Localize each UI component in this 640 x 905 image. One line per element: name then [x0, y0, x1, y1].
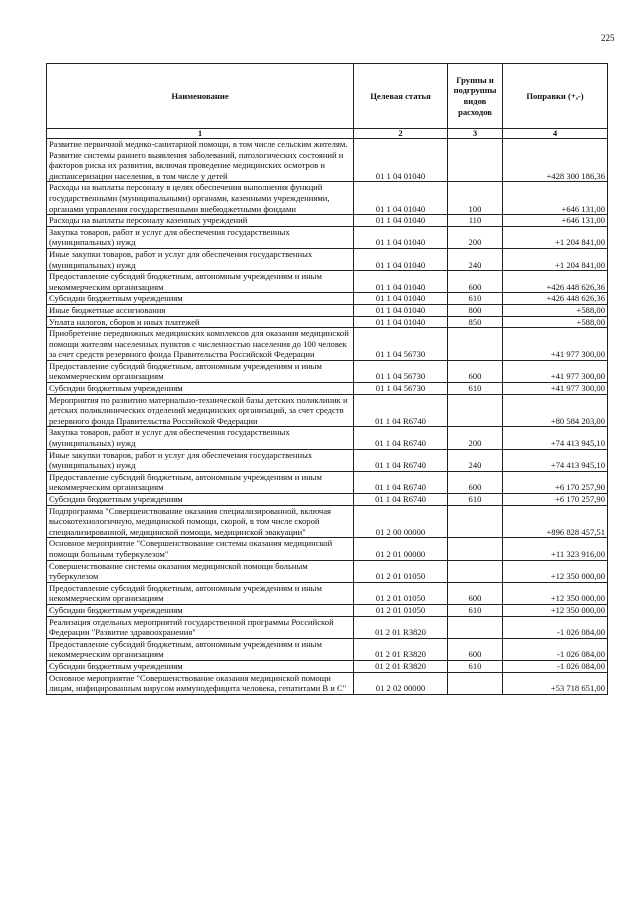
- row-code-cell: 01 2 00 00000: [354, 505, 448, 538]
- row-group-cell: 200: [448, 226, 503, 248]
- table-row: [47, 505, 608, 538]
- row-code-cell: 01 1 04 01040: [354, 271, 448, 293]
- row-group-cell: 240: [448, 449, 503, 471]
- row-group-cell: [448, 394, 503, 427]
- row-name-cell: Предоставление субсидий бюджетным, автономным учреждениям и иным некоммерческим организациям: [47, 471, 354, 493]
- header-group: Группы и подгруппы видов расходов: [448, 64, 503, 129]
- row-name-cell: Субсидии бюджетным учреждениям: [47, 604, 354, 616]
- row-amount-cell: +6 170 257,90: [503, 494, 608, 506]
- table-row: [47, 471, 608, 493]
- page-number: 225: [601, 33, 615, 43]
- row-code-cell: 01 2 01 00000: [354, 538, 448, 560]
- table-row: [47, 672, 608, 694]
- row-code-cell: 01 1 04 R6740: [354, 394, 448, 427]
- header-amount: Поправки (+,-): [503, 64, 608, 129]
- row-amount-cell: +12 350 000,00: [503, 582, 608, 604]
- row-group-cell: 850: [448, 316, 503, 328]
- row-group-cell: [448, 616, 503, 638]
- row-name-cell: Закупка товаров, работ и услуг для обеспечения государственных (муниципальных) нужд: [47, 427, 354, 449]
- row-code-cell: 01 1 04 01040: [354, 248, 448, 270]
- row-name-cell: Субсидии бюджетным учреждениям: [47, 293, 354, 305]
- row-group-cell: 610: [448, 293, 503, 305]
- row-code-cell: 01 1 04 01040: [354, 316, 448, 328]
- row-name-cell: Реализация отдельных мероприятий государственной программы Российской Федерации "Развитие здравоохранения": [47, 616, 354, 638]
- row-amount-cell: +646 131,00: [503, 182, 608, 215]
- row-name-cell: Иные закупки товаров, работ и услуг для обеспечения государственных (муниципальных) нужд: [47, 248, 354, 270]
- row-group-cell: 610: [448, 604, 503, 616]
- row-group-cell: [448, 328, 503, 361]
- row-name-cell: Субсидии бюджетным учреждениям: [47, 660, 354, 672]
- row-code-cell: 01 2 01 R3820: [354, 660, 448, 672]
- column-number: 2: [354, 129, 448, 139]
- row-name-cell: Приобретение передвижных медицинских комплексов для оказания медицинской помощи жителям населенных пунктов с численностью населения до 100 человек за счет средств резервного фонда Правительства Российской Федерации: [47, 328, 354, 361]
- row-amount-cell: +41 977 300,00: [503, 328, 608, 361]
- column-number: 4: [503, 129, 608, 139]
- row-amount-cell: +896 828 457,51: [503, 505, 608, 538]
- row-name-cell: Предоставление субсидий бюджетным, автономным учреждениям и иным некоммерческим организациям: [47, 638, 354, 660]
- row-amount-cell: -1 026 084,00: [503, 638, 608, 660]
- row-name-cell: Предоставление субсидий бюджетным, автономным учреждениям и иным некоммерческим организациям: [47, 582, 354, 604]
- table-row: [47, 182, 608, 215]
- row-amount-cell: +6 170 257,90: [503, 471, 608, 493]
- row-name-cell: Предоставление субсидий бюджетным, автономным учреждениям и иным некоммерческим организациям: [47, 271, 354, 293]
- row-amount-cell: +80 584 203,00: [503, 394, 608, 427]
- row-name-cell: Совершенствование системы оказания медицинской помощи больным туберкулезом: [47, 560, 354, 582]
- row-group-cell: [448, 560, 503, 582]
- row-code-cell: 01 1 04 01040: [354, 182, 448, 215]
- table-row: [47, 226, 608, 248]
- column-number-row: [47, 129, 608, 139]
- row-code-cell: 01 1 04 01040: [354, 226, 448, 248]
- row-name-cell: Расходы на выплаты персоналу казенных учреждений: [47, 215, 354, 227]
- table-row: [47, 560, 608, 582]
- row-code-cell: 01 1 04 56730: [354, 328, 448, 361]
- row-name-cell: Мероприятия по развитию материально-технической базы детских поликлиник и детских поликлинических отделений медицинских организаций, за счет средств резервного фонда Правительства Российской Федерации: [47, 394, 354, 427]
- row-name-cell: Предоставление субсидий бюджетным, автономным учреждениям и иным некоммерческим организациям: [47, 360, 354, 382]
- table-row: [47, 494, 608, 506]
- table-row: [47, 271, 608, 293]
- row-amount-cell: +588,00: [503, 316, 608, 328]
- table-row: [47, 328, 608, 361]
- row-code-cell: 01 1 04 R6740: [354, 449, 448, 471]
- row-amount-cell: -1 026 084,00: [503, 616, 608, 638]
- row-code-cell: 01 2 01 R3820: [354, 638, 448, 660]
- table-row: [47, 304, 608, 316]
- budget-amendments-table: [46, 63, 608, 695]
- row-amount-cell: +41 977 300,00: [503, 383, 608, 395]
- row-amount-cell: +11 323 916,00: [503, 538, 608, 560]
- row-code-cell: 01 2 01 01050: [354, 604, 448, 616]
- column-number: 3: [448, 129, 503, 139]
- row-amount-cell: +1 204 841,00: [503, 248, 608, 270]
- table-row: [47, 316, 608, 328]
- table-row: [47, 248, 608, 270]
- row-code-cell: 01 2 01 R3820: [354, 616, 448, 638]
- row-group-cell: 200: [448, 427, 503, 449]
- row-amount-cell: +428 300 186,36: [503, 139, 608, 182]
- row-name-cell: Субсидии бюджетным учреждениям: [47, 383, 354, 395]
- row-name-cell: Иные закупки товаров, работ и услуг для обеспечения государственных (муниципальных) нужд: [47, 449, 354, 471]
- row-name-cell: Расходы на выплаты персоналу в целях обеспечения выполнения функций государственными (муниципальными) органами, казенными учреждениями, органами управления государственными внебюджетными фондами: [47, 182, 354, 215]
- row-group-cell: 600: [448, 471, 503, 493]
- column-number: 1: [47, 129, 354, 139]
- header-code: Целевая статья: [354, 64, 448, 129]
- row-name-cell: Закупка товаров, работ и услуг для обеспечения государственных (муниципальных) нужд: [47, 226, 354, 248]
- row-amount-cell: +646 131,00: [503, 215, 608, 227]
- row-amount-cell: +1 204 841,00: [503, 226, 608, 248]
- row-group-cell: 600: [448, 638, 503, 660]
- row-name-cell: Основное мероприятие "Совершенствование системы оказания медицинской помощи больным туберкулезом": [47, 538, 354, 560]
- table-row: [47, 215, 608, 227]
- row-code-cell: 01 1 04 01040: [354, 293, 448, 305]
- table-row: [47, 616, 608, 638]
- row-name-cell: Уплата налогов, сборов и иных платежей: [47, 316, 354, 328]
- row-group-cell: 100: [448, 182, 503, 215]
- row-group-cell: [448, 139, 503, 182]
- table-row: [47, 604, 608, 616]
- row-code-cell: 01 1 04 R6740: [354, 494, 448, 506]
- row-amount-cell: +12 350 000,00: [503, 560, 608, 582]
- row-group-cell: 800: [448, 304, 503, 316]
- table-row: [47, 660, 608, 672]
- row-name-cell: Иные бюджетные ассигнования: [47, 304, 354, 316]
- row-amount-cell: +426 448 626,36: [503, 293, 608, 305]
- row-code-cell: 01 1 04 01040: [354, 304, 448, 316]
- row-group-cell: [448, 672, 503, 694]
- row-group-cell: 600: [448, 360, 503, 382]
- row-group-cell: [448, 505, 503, 538]
- row-group-cell: 600: [448, 582, 503, 604]
- row-group-cell: 240: [448, 248, 503, 270]
- row-amount-cell: +74 413 945,10: [503, 427, 608, 449]
- row-amount-cell: +53 718 651,00: [503, 672, 608, 694]
- row-code-cell: 01 1 04 56730: [354, 383, 448, 395]
- table-row: [47, 427, 608, 449]
- row-group-cell: 110: [448, 215, 503, 227]
- row-name-cell: Подпрограмма "Совершенствование оказания специализированной, включая высокотехнологичную, медицинской помощи, скорой, в том числе скорой специализированной, медицинской помощи, медицинской эвакуации": [47, 505, 354, 538]
- header-row: [47, 64, 608, 129]
- table-row: [47, 360, 608, 382]
- row-code-cell: 01 2 02 00000: [354, 672, 448, 694]
- table-row: [47, 394, 608, 427]
- row-group-cell: 610: [448, 660, 503, 672]
- row-code-cell: 01 2 01 01050: [354, 560, 448, 582]
- row-code-cell: 01 1 04 56730: [354, 360, 448, 382]
- row-name-cell: Субсидии бюджетным учреждениям: [47, 494, 354, 506]
- row-name-cell: Основное мероприятие "Совершенствование оказания медицинской помощи лицам, инфицированным вирусом иммунодефицита человека, гепатитами В и С": [47, 672, 354, 694]
- row-group-cell: 610: [448, 494, 503, 506]
- row-group-cell: 610: [448, 383, 503, 395]
- row-code-cell: 01 1 04 01040: [354, 215, 448, 227]
- table-row: [47, 293, 608, 305]
- row-amount-cell: +12 350 000,00: [503, 604, 608, 616]
- table-row: [47, 638, 608, 660]
- row-code-cell: 01 1 04 R6740: [354, 471, 448, 493]
- row-amount-cell: -1 026 084,00: [503, 660, 608, 672]
- row-amount-cell: +426 448 626,36: [503, 271, 608, 293]
- header-name: Наименование: [47, 64, 354, 129]
- row-name-cell: Развитие первичной медико-санитарной помощи, в том числе сельским жителям. Развитие системы раннего выявления заболеваний, патологических состояний и факторов риска их развития, включая проведение медицинских осмотров и диспансеризации населения, в том числе у детей: [47, 139, 354, 182]
- table-row: [47, 139, 608, 182]
- table-row: [47, 383, 608, 395]
- table-row: [47, 538, 608, 560]
- row-code-cell: 01 2 01 01050: [354, 582, 448, 604]
- table-row: [47, 449, 608, 471]
- row-code-cell: 01 1 04 01040: [354, 139, 448, 182]
- row-amount-cell: +588,00: [503, 304, 608, 316]
- row-group-cell: 600: [448, 271, 503, 293]
- row-amount-cell: +74 413 945,10: [503, 449, 608, 471]
- row-group-cell: [448, 538, 503, 560]
- row-code-cell: 01 1 04 R6740: [354, 427, 448, 449]
- table-row: [47, 582, 608, 604]
- row-amount-cell: +41 977 300,00: [503, 360, 608, 382]
